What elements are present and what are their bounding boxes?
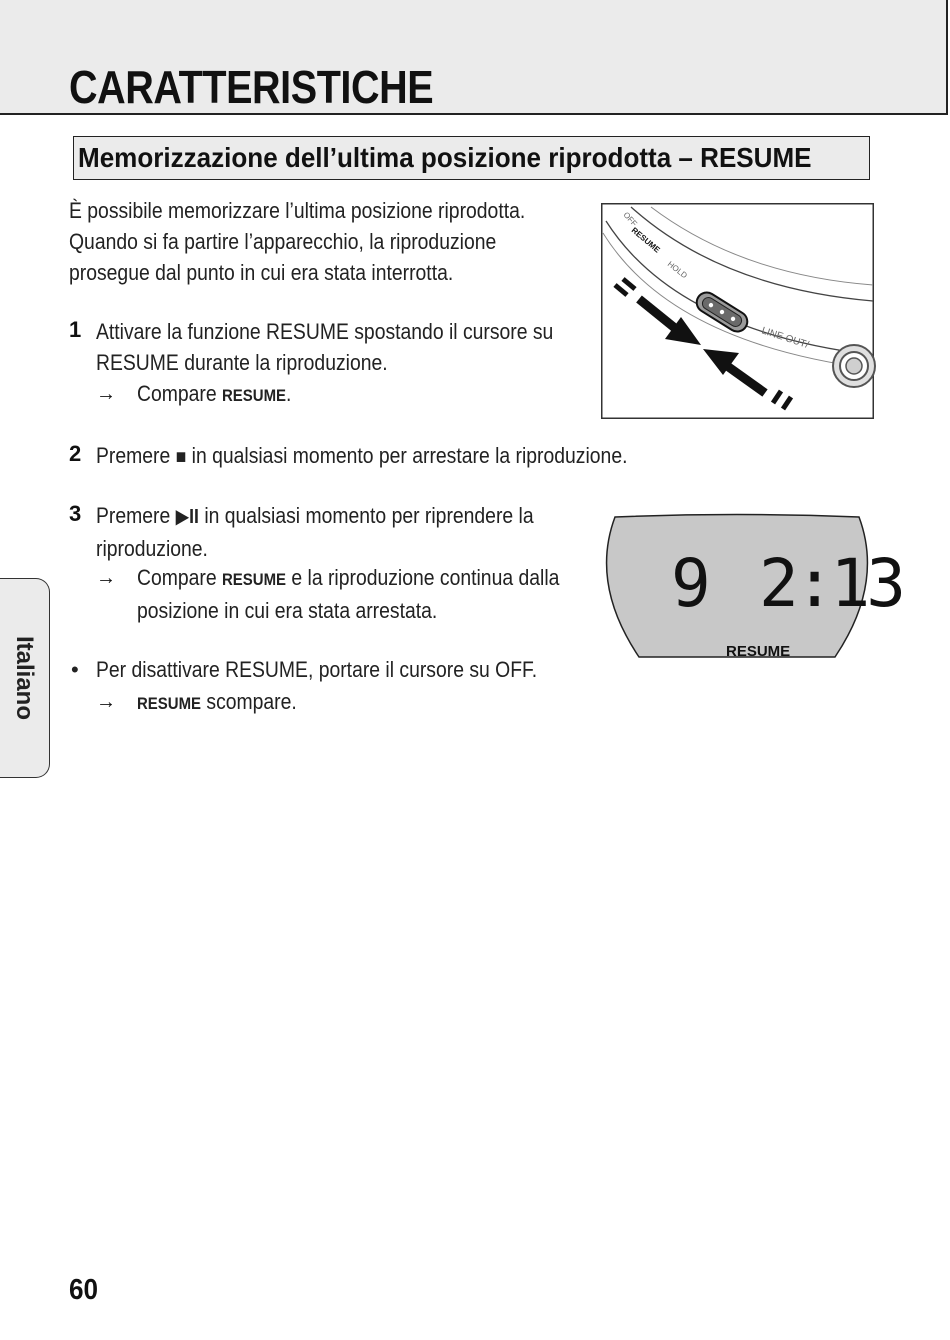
- result-line: posizione in cui era stata arrestata.: [137, 598, 438, 623]
- language-tab-label: Italiano: [10, 635, 38, 721]
- switch-label-line-out: LINE OUT/: [760, 325, 810, 351]
- step-1-text: [96, 316, 553, 378]
- lcd-resume-indicator: RESUME: [726, 643, 791, 660]
- switch-label-off: OFF: [621, 210, 639, 229]
- switch-label-resume: RESUME: [629, 225, 662, 255]
- step-line: Attivare la funzione RESUME spostando il cursore su: [96, 319, 554, 344]
- intro-line: Quando si fa partire l’apparecchio, la riproduzione: [69, 229, 497, 254]
- section-heading-box: [73, 136, 870, 180]
- language-tab: [0, 578, 50, 778]
- intro-line: È possibile memorizzare l’ultima posizione riprodotta.: [69, 198, 526, 223]
- bullet-marker: •: [71, 657, 79, 682]
- result-suffix: e la riproduzione continua dalla: [286, 565, 560, 590]
- step-text: in qualsiasi momento per arrestare la riproduzione.: [186, 443, 628, 468]
- bullet-result: [137, 686, 297, 719]
- play-pause-icon: ▶II: [175, 506, 199, 528]
- result-prefix: Compare: [137, 381, 223, 406]
- bullet-text: Per disattivare RESUME, portare il cursore su OFF.: [96, 657, 538, 682]
- display-indicator-text: RESUME: [137, 694, 202, 713]
- result-suffix: .: [286, 381, 292, 406]
- step-line: riproduzione.: [96, 536, 208, 561]
- switch-label-hold: HOLD: [665, 259, 689, 281]
- result-arrow-icon: →: [96, 691, 116, 713]
- page-title: CARATTERISTICHE: [69, 61, 434, 113]
- step-text: Premere: [96, 443, 176, 468]
- result-suffix: scompare.: [201, 689, 297, 714]
- resume-switch-illustration: [601, 203, 874, 419]
- step-line: RESUME durante la riproduzione.: [96, 350, 388, 375]
- step-number: 3: [69, 501, 82, 526]
- step-3-result: [137, 562, 559, 626]
- lcd-track-number: 9: [671, 545, 711, 622]
- intro-line: prosegue dal punto in cui era stata interrotta.: [69, 260, 454, 285]
- lcd-display-illustration: [601, 514, 902, 664]
- intro-paragraph: [69, 195, 525, 288]
- result-arrow-icon: →: [96, 567, 116, 589]
- stop-icon: ■: [175, 446, 187, 468]
- section-title: Memorizzazione dell’ultima posizione riprodotta – RESUME: [78, 142, 812, 173]
- step-3-text: [96, 500, 534, 564]
- result-arrow-icon: →: [96, 383, 116, 405]
- display-indicator-text: RESUME: [222, 570, 287, 589]
- headphone-jack-icon: [833, 345, 875, 387]
- step-number: 2: [69, 441, 82, 466]
- lcd-time: 2:13: [759, 545, 902, 622]
- page-number: 60: [69, 1274, 99, 1306]
- step-2-text: [96, 440, 627, 473]
- step-number: 1: [69, 317, 82, 342]
- result-prefix: Compare: [137, 565, 223, 590]
- step-1-result: [137, 378, 291, 411]
- step-text: Premere: [96, 503, 176, 528]
- step-text: in qualsiasi momento per riprendere la: [198, 503, 534, 528]
- display-indicator-text: RESUME: [222, 386, 287, 405]
